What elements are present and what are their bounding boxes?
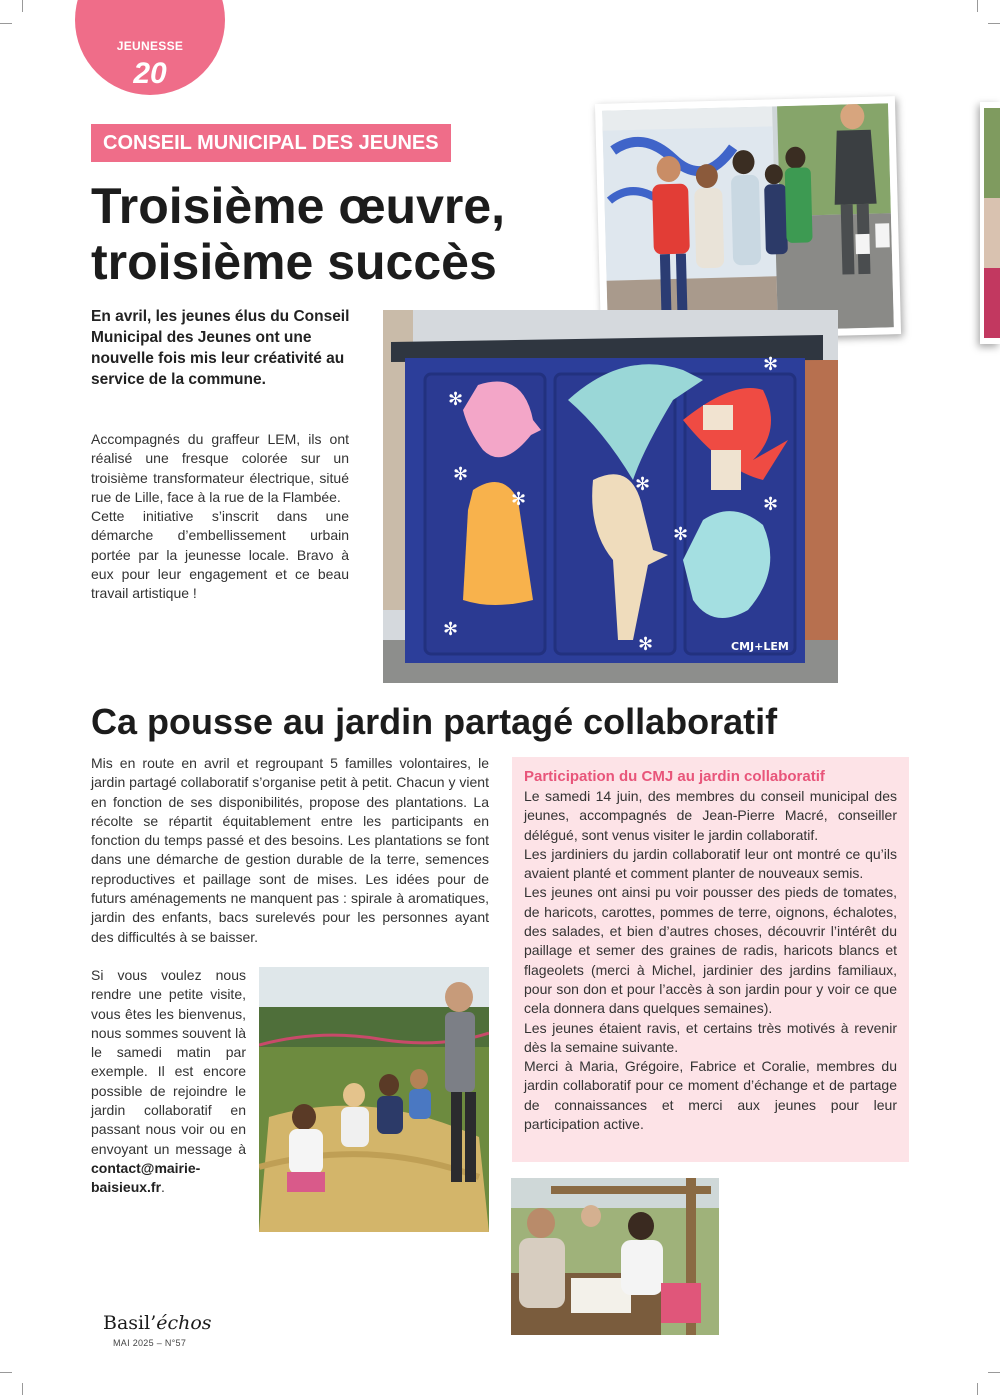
page-badge — [75, 0, 225, 95]
article-paragraph: Accompagnés du graffeur LEM, ils ont réalisé une fresque colorée sur un troisième transformateur électrique, situé rue de Lille, face à la rue de la Flambée. — [91, 431, 349, 505]
visit-end: . — [161, 1179, 165, 1196]
sidebar-paragraph: Les jeunes étaient ravis, et certains très motivés à revenir dès la semaine suivante. — [524, 1019, 897, 1055]
sidebar-paragraph: Le samedi 14 juin, des membres du conseil municipal des jeunes, accompagnés de Jean-Pierre Macré, conseiller délégué, sont venus visiter le jardin collaboratif. — [524, 788, 897, 843]
svg-text:✻: ✻ — [673, 524, 689, 545]
svg-text:✻: ✻ — [763, 494, 779, 515]
garden-paragraph: Mis en route en avril et regroupant 5 familles volontaires, le jardin partagé collaboratif s’organise petit à petit. Chacun y vient en fonction de ses disponibilités, propose des plantations. La récolte se répartit équitablement entre les participants en fonction du temps passé et des besoins. Les plantations se font dans une démarche de gestion durable de la terre, semences reproductives et paillage sont de mises. Les idées pour de futurs aménagements ne manquent pas : spirale à aromatiques, jardin des enfants, bacs surelevés pour les personnes ayant des difficultés à se baisser. — [91, 755, 489, 945]
crop-mark — [0, 23, 12, 24]
crop-mark — [977, 0, 978, 12]
issue-label: MAI 2025 – N°57 — [113, 1338, 187, 1348]
page-number: 20 — [133, 57, 167, 90]
photo-edge-partial — [980, 102, 1000, 344]
photo-garden-children — [259, 967, 489, 1232]
section-title-garden: Ca pousse au jardin partagé collaboratif — [91, 701, 778, 742]
photo-kids-painting — [595, 96, 901, 342]
sidebar-paragraph: Les jeunes ont ainsi pu voir pousser des pieds de tomates, de haricots, carottes, pommes de terre, oignons, échalotes, des salades, et bien d’autres choses, découvrir l’intérêt du paillage et semer des graines de radis, haricots blancs et flageolets (merci à Michel, jardinier des jardins familiaux, pour son don et pour l’accès à son jardin pour y voir ce que cela donnera dans quelques semaines). — [524, 884, 897, 1017]
magazine-logo — [103, 1312, 212, 1334]
visit-text: Si vous voulez nous rendre une petite visite, vous êtes les bienvenus, nous sommes souvent là le samedi matin par exemple. Il est encore possible de rejoindre le jardin collaboratif en passant nous voir ou en envoyant un message à — [91, 967, 246, 1157]
crop-mark — [988, 23, 1000, 24]
article-intro: En avril, les jeunes élus du Conseil Municipal des Jeunes ont une nouvelle fois mis leur créativité au service de la commune. — [91, 308, 350, 388]
section-label: JEUNESSE — [116, 39, 184, 53]
crop-mark — [22, 1383, 23, 1395]
mural-signature: CMJ+LEM — [731, 640, 789, 653]
svg-text:✻: ✻ — [763, 354, 779, 375]
article-title: Troisième œuvre, troisième succès — [91, 178, 506, 290]
svg-text:✻: ✻ — [638, 634, 654, 655]
sidebar-text — [524, 787, 897, 1134]
crop-mark — [988, 1372, 1000, 1373]
crop-mark — [0, 1372, 12, 1373]
sidebar-paragraph: Les jardiniers du jardin collaboratif leur ont montré ce qu’ils avaient planté et comment planter de nouveaux semis. — [524, 845, 897, 882]
article-paragraph: Cette initiative s’inscrit dans une démarche d’embellissement urbain portée par la jeunesse locale. Bravo à eux pour leur engagement et ce beau travail artistique ! — [91, 508, 349, 602]
svg-text:✻: ✻ — [448, 389, 464, 410]
photo-garden-table — [511, 1178, 719, 1335]
garden-visit-paragraph — [91, 966, 246, 1198]
sidebar-box — [512, 757, 909, 1162]
photo-mural — [383, 310, 838, 683]
svg-text:✻: ✻ — [511, 489, 527, 510]
svg-text:✻: ✻ — [453, 464, 469, 485]
logo-prefix: Basil’ — [103, 1312, 157, 1334]
logo-suffix: échos — [156, 1312, 212, 1334]
article-body — [91, 430, 349, 604]
svg-text:✻: ✻ — [443, 619, 459, 640]
contact-email: contact@mairie-baisieux.fr — [91, 1159, 201, 1196]
sidebar-paragraph: Merci à Maria, Grégoire, Fabrice et Coralie, membres du jardin collaboratif pour ce moment d’échange et de partage de connaissances et merci aux jeunes pour leur participation active. — [524, 1058, 897, 1133]
sidebar-title: Participation du CMJ au jardin collaboratif — [524, 768, 825, 785]
crop-mark — [22, 0, 23, 12]
svg-text:✻: ✻ — [635, 474, 651, 495]
section-kicker: CONSEIL MUNICIPAL DES JEUNES — [91, 124, 451, 162]
crop-mark — [977, 1383, 978, 1395]
